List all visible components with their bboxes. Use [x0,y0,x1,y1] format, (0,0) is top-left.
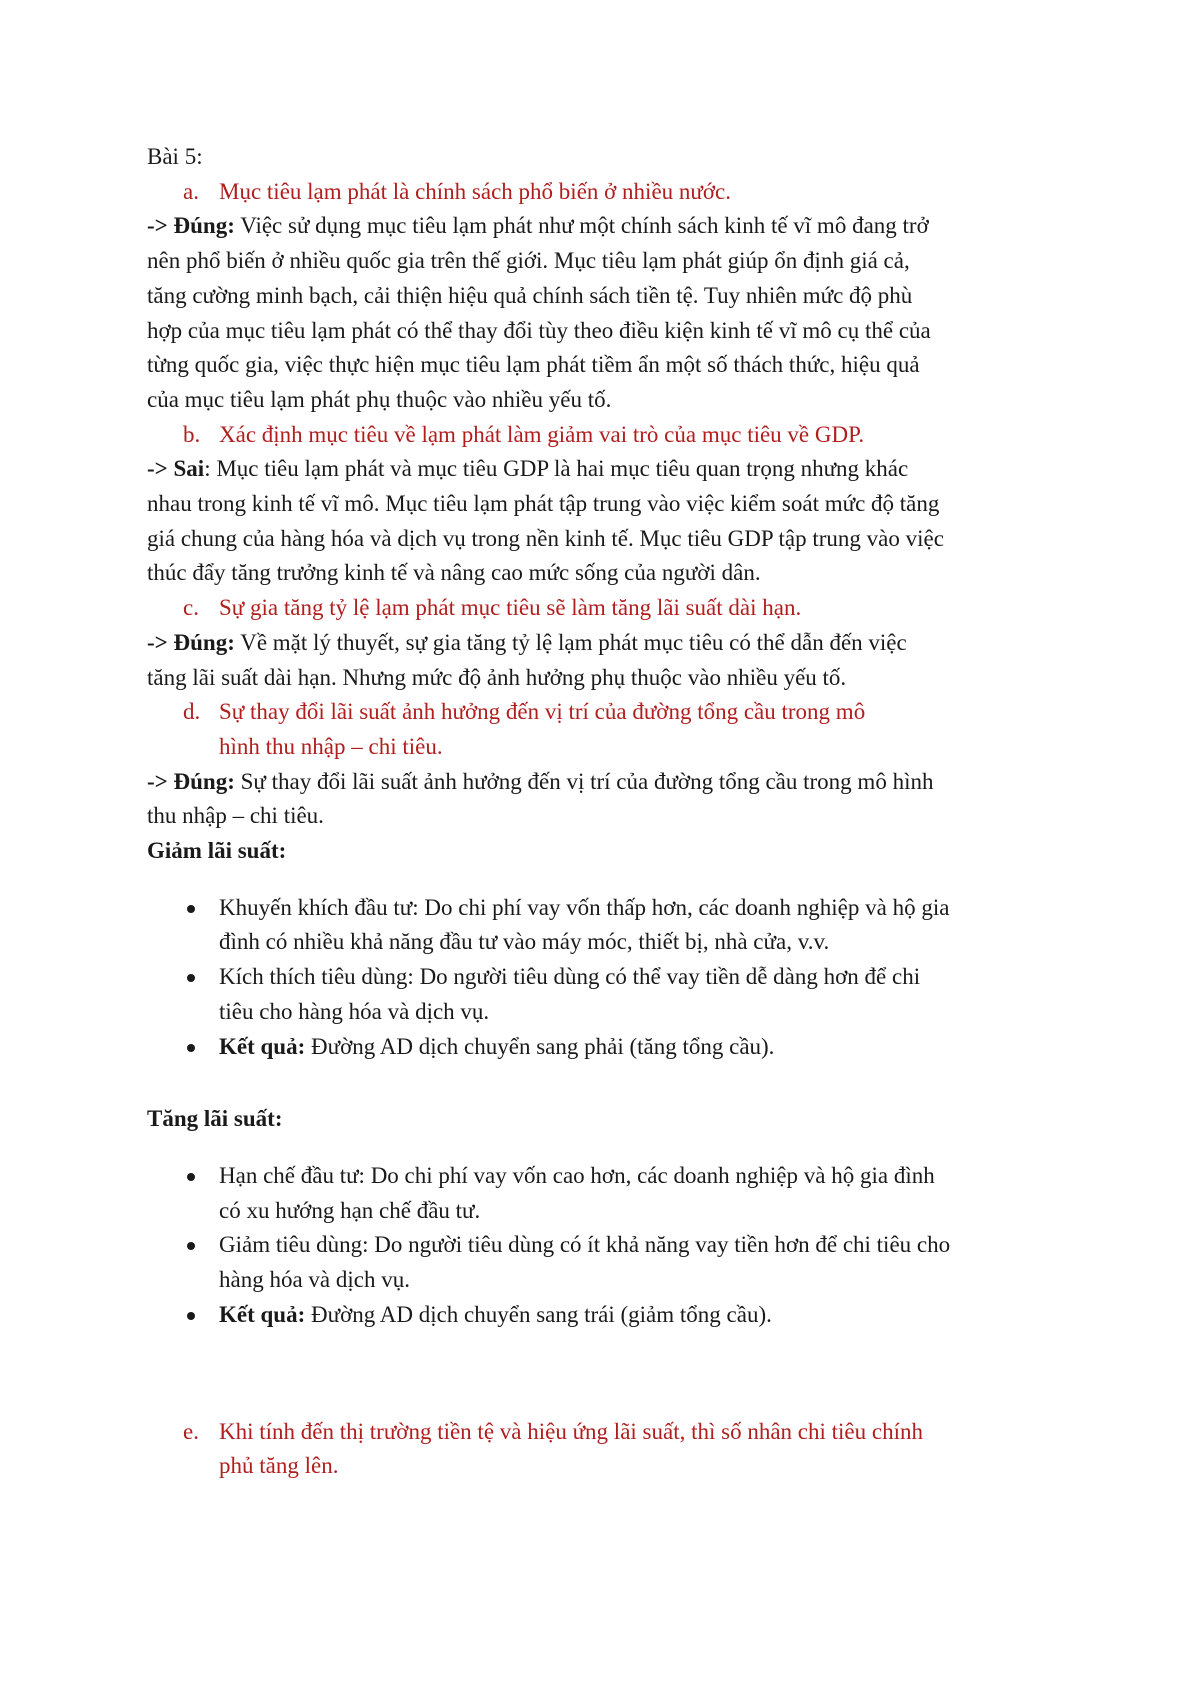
bullet-list-decrease [147,891,1082,1065]
question-text-line: phủ tăng lên. [219,1453,339,1479]
answer-line: Việc sử dụng mục tiêu lạm phát như một chính sách kinh tế vĩ mô đang trở [234,213,929,239]
exercise-title: Bài 5: [147,144,203,169]
answer-line: thúc đẩy tăng trưởng kinh tế và nâng cao mức sống của người dân. [147,560,761,586]
question-marker: c. [183,595,199,621]
answer-d [147,765,1082,834]
verdict-label: -> Sai [147,456,205,482]
document-page [147,140,1082,1484]
answer-line: tăng lãi suất dài hạn. Nhưng mức độ ảnh hưởng phụ thuộc vào nhiều yếu tố. [147,664,847,690]
list-item-line: Khuyến khích đầu tư: Do chi phí vay vốn thấp hơn, các doanh nghiệp và hộ gia [219,894,950,920]
bullet-icon [187,1242,195,1250]
bullet-icon [187,1044,195,1052]
list-item [147,891,1082,960]
list-item [147,1159,1082,1228]
answer-line: từng quốc gia, việc thực hiện mục tiêu lạm phát tiềm ẩn một số thách thức, hiệu quả [147,352,920,378]
result-label: Kết quả: [219,1033,306,1059]
answer-line: của mục tiêu lạm phát phụ thuộc vào nhiều yếu tố. [147,386,612,412]
answer-c [147,626,1082,695]
list-item-line: hàng hóa và dịch vụ. [219,1267,410,1293]
question-text: Mục tiêu lạm phát là chính sách phổ biến ở nhiều nước. [219,178,731,204]
bullet-icon [187,1312,195,1320]
answer-line: giá chung của hàng hóa và dịch vụ trong nền kinh tế. Mục tiêu GDP tập trung vào việc [147,525,944,551]
question-marker: d. [183,699,201,725]
question-marker: b. [183,421,201,447]
question-marker: a. [183,178,199,204]
section-heading-decrease: Giảm lãi suất: [147,838,287,864]
verdict-label: -> Đúng: [147,768,235,794]
question-c [147,591,1082,626]
answer-line: Về mặt lý thuyết, sự gia tăng tỷ lệ lạm phát mục tiêu có thể dẫn đến việc [234,629,907,655]
question-marker: e. [183,1418,199,1444]
list-item-line: đình có nhiều khả năng đầu tư vào máy móc, thiết bị, nhà cửa, v.v. [219,929,830,955]
question-d [147,695,1082,764]
answer-b [147,452,1082,591]
list-item-line: Kích thích tiêu dùng: Do người tiêu dùng có thể vay tiền dễ dàng hơn để chi [219,964,921,990]
bullet-icon [187,905,195,913]
list-item-line: Hạn chế đầu tư: Do chi phí vay vốn cao hơn, các doanh nghiệp và hộ gia đình [219,1162,935,1188]
question-e [147,1415,1082,1484]
question-b [147,418,1082,453]
question-text-line: hình thu nhập – chi tiêu. [219,733,443,759]
question-text-line: Khi tính đến thị trường tiền tệ và hiệu ứng lãi suất, thì số nhân chi tiêu chính [219,1418,923,1444]
answer-a [147,209,1082,417]
question-a [147,175,1082,210]
result-label: Kết quả: [219,1301,306,1327]
bullet-list-increase [147,1159,1082,1333]
result-text: Đường AD dịch chuyển sang phải (tăng tổng cầu). [305,1033,775,1059]
answer-line: : Mục tiêu lạm phát và mục tiêu GDP là hai mục tiêu quan trọng nhưng khác [204,456,909,482]
list-item-result [147,1298,1082,1333]
verdict-label: -> Đúng: [147,629,235,655]
answer-line: nhau trong kinh tế vĩ mô. Mục tiêu lạm phát tập trung vào việc kiểm soát mức độ tăng [147,491,940,517]
list-item [147,960,1082,1029]
list-item-result [147,1030,1082,1065]
question-text: Sự gia tăng tỷ lệ lạm phát mục tiêu sẽ làm tăng lãi suất dài hạn. [219,595,802,621]
question-text: Xác định mục tiêu về lạm phát làm giảm vai trò của mục tiêu về GDP. [219,421,865,447]
list-item [147,1228,1082,1297]
answer-line: tăng cường minh bạch, cải thiện hiệu quả chính sách tiền tệ. Tuy nhiên mức độ phù [147,282,913,308]
verdict-label: -> Đúng: [147,213,235,239]
answer-line: Sự thay đổi lãi suất ảnh hưởng đến vị trí của đường tổng cầu trong mô hình [234,768,934,794]
bullet-icon [187,1173,195,1181]
question-text-line: Sự thay đổi lãi suất ảnh hưởng đến vị trí của đường tổng cầu trong mô [219,699,866,725]
bullet-icon [187,974,195,982]
section-heading-increase: Tăng lãi suất: [147,1106,283,1132]
list-item-line: có xu hướng hạn chế đầu tư. [219,1197,481,1223]
list-item-line: Giảm tiêu dùng: Do người tiêu dùng có ít khả năng vay tiền hơn để chi tiêu cho [219,1232,951,1258]
list-item-line: tiêu cho hàng hóa và dịch vụ. [219,998,490,1024]
answer-line: nên phổ biến ở nhiều quốc gia trên thế giới. Mục tiêu lạm phát giúp ổn định giá cả, [147,248,910,274]
answer-line: thu nhập – chi tiêu. [147,803,324,829]
answer-line: hợp của mục tiêu lạm phát có thể thay đổi tùy theo điều kiện kinh tế vĩ mô cụ thể của [147,317,931,343]
result-text: Đường AD dịch chuyển sang trái (giảm tổng cầu). [305,1301,772,1327]
